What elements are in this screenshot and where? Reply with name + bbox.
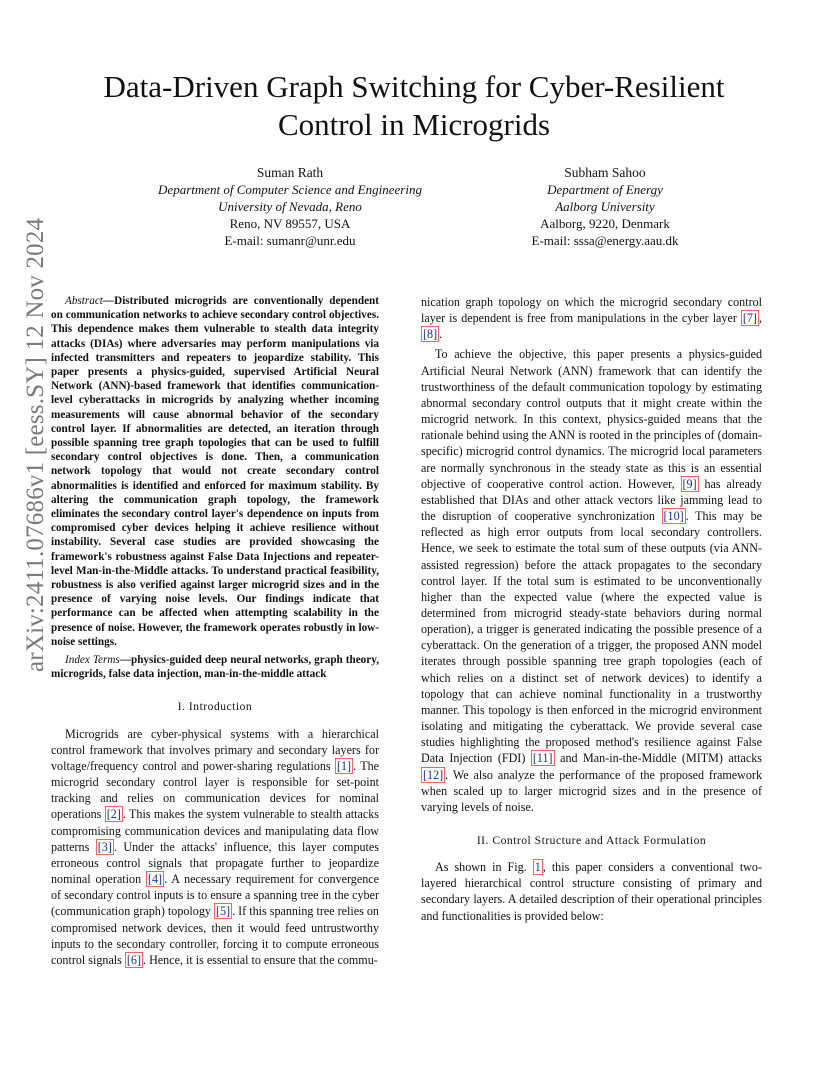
author-block-1 [140, 164, 440, 249]
author-department: Department of Computer Science and Engineering [158, 182, 422, 197]
title-line-1: Data-Driven Graph Switching for Cyber-Resilient [103, 69, 725, 104]
author-block-2 [500, 164, 710, 249]
figure-link[interactable]: 1 [534, 860, 541, 875]
citation-link[interactable]: [12] [423, 767, 444, 782]
section-heading-introduction: I. Introduction [177, 700, 253, 714]
intro-paragraph-2 [421, 346, 762, 815]
citation-link[interactable]: [1] [336, 758, 352, 773]
index-terms [51, 653, 379, 681]
text-run: . The microgrid secondary control layer is responsible for set-point tracking and relies on communication devices for nominal operations [51, 758, 380, 822]
arxiv-identifier: arXiv:2411.07686v1 [eess.SY] 12 Nov 2024 [22, 217, 49, 672]
author-name: Suman Rath [256, 165, 324, 180]
section2-paragraph-1 [421, 859, 762, 924]
title-line-2: Control in Microgrids [277, 107, 551, 142]
author-university: University of Nevada, Reno [218, 199, 362, 214]
intro-paragraph-1 [51, 726, 379, 968]
text-run: To achieve the objective, this paper presents a physics-guided Artificial Neural Network (ANN) framework that can identify the trustworthiness of the default communication topology by estimating abnormal secondary control outputs that it might create within the microgrid network. In this context, physics-guided means that the rationale behind using the ANN is rooted in the principles of (domain-specific) microgrid control dynamics. The microgrid local parameters are normally synchronous in the steady state as this is an essential objective of cooperative control action. However, [421, 347, 762, 491]
text-run: , this paper considers a conventional two-layered hierarchical control structure consisting of primary and secondary layers. A detailed description of their operational principles and functionalities is provided below: [421, 860, 762, 923]
citation-link[interactable]: [11] [532, 751, 553, 766]
intro-paragraph-1-continued [421, 294, 762, 342]
text-run: . If this spanning tree relies on compromised network devices, then it would feed untrustworthy inputs to the secondary controller, forcing it to compute erroneous control signals [51, 904, 379, 967]
text-run: and Man-in-the-Middle (MITM) attacks [554, 751, 762, 766]
citation-link[interactable]: [4] [147, 872, 163, 887]
text-run: As shown in Fig. [435, 860, 533, 875]
author-name: Subham Sahoo [564, 165, 646, 180]
citation-link[interactable]: [5] [215, 904, 231, 919]
author-university: Aalborg University [555, 199, 655, 214]
text-run: , [758, 311, 762, 326]
author-address: Aalborg, 9220, Denmark [540, 216, 670, 231]
text-run: Microgrids are cyber-physical systems with a hierarchical control framework that involves primary and secondary layers for voltage/frequency control and power-sharing regulations [51, 726, 379, 773]
citation-link[interactable]: [7] [742, 311, 757, 326]
index-terms-text: —physics-guided deep neural networks, graph theory, microgrids, false data injection, man-in-the-middle attack [51, 654, 379, 681]
text-run: . A necessary requirement for convergence of secondary control inputs is to ensure a spanning tree in the cyber (communication graph) topology [51, 872, 379, 919]
text-run: nication graph topology on which the microgrid secondary control layer is dependent is free from manipulations in the cyber layer [421, 295, 762, 326]
text-run: . Hence, it is essential to ensure that the commu- [143, 952, 378, 967]
right-column [421, 294, 762, 928]
citation-link[interactable]: [2] [106, 807, 121, 822]
text-run: . Under the attacks' influence, this layer computes erroneous control signals that propagate further to jeopardize nominal operation [51, 839, 379, 887]
author-department: Department of Energy [547, 182, 663, 197]
index-terms-label: Index Terms [65, 654, 120, 667]
section-heading-control-structure: II. Control Structure and Attack Formulation [476, 834, 707, 847]
citation-link[interactable]: [9] [682, 476, 697, 491]
citation-link[interactable]: [3] [97, 839, 112, 854]
citation-link[interactable]: [10] [663, 509, 684, 524]
author-email: E-mail: sumanr@unr.edu [224, 233, 356, 248]
abstract [51, 294, 379, 649]
citation-link[interactable]: [6] [126, 952, 142, 967]
author-email: E-mail: sssa@energy.aau.dk [531, 233, 679, 248]
abstract-label: Abstract [65, 295, 103, 307]
paper-title [60, 68, 768, 144]
text-run: . This makes the system vulnerable to stealth attacks compromising communication devices and manipulating data flow patterns [51, 807, 379, 854]
text-run: . We also analyze the performance of the proposed framework when scaled up to larger microgrid sizes and in the presence of varying levels of noise. [421, 767, 762, 814]
text-run: has already established that DIAs and other attack vectors like jamming lead to the disruption of cooperative synchronization [421, 476, 762, 524]
abstract-text: —Distributed microgrids are conventionally dependent on communication networks to achieve secondary control objectives. This dependence makes them vulnerable to stealth data integrity attacks (DIAs) where adversaries may perform manipulations via infected transmitters and repeaters to jeopardize stability. This paper presents a physics-guided, supervised Artificial Neural Network (ANN)-based framework that identifies communication-level cyberattacks in microgrids by analyzing whether incoming measurements will cause abnormal behavior of the secondary control layer. If abnormalities are detected, an iteration through possible spanning tree graph topologies that can be used to fulfill secondary control objectives is done. Then, a communication network topology that would not create secondary control abnormalities is identified and enforced for maximum stability. By altering the communication graph topology, the framework eliminates the secondary control layer's dependence on inputs from compromised cyber devices helping it achieve resilience without instability. Several case studies are provided showcasing the framework's robustness against False Data Injections and repeater-level Man-in-the-Middle attacks. To understand practical feasibility, robustness is also verified against larger microgrid sizes and in the presence of varying noise levels. Our findings indicate that performance can be affected when attempting scalability in the presence of noise. However, the framework operates robustly in low-noise settings. [51, 295, 379, 648]
citation-link[interactable]: [8] [423, 327, 438, 342]
text-run: . This may be reflected as high error outputs from local secondary controllers. Hence, we seek to estimate the total sum of these outputs (via ANN-assisted regression) before the attack propagates to the secondary control layer. If the total sum is estimated to be unconventionally higher than the expected value (where the expected value is determined from microgrid steady-state behaviors during normal operation), a trigger is generated indicating the possible presence of a cyberattack. On the generation of a trigger, the proposed ANN model iterates through possible spanning tree graph topologies (each of which relies on a distinct set of network devices) to identify a topology that can achieve nominal functionality in a trustworthy manner. This topology is then enforced in the microgrid environment isolating and mitigating the cyberattack. We provide several case studies highlighting the proposed method's resilience against False Data Injection (FDI) [421, 509, 762, 766]
text-run: . [439, 327, 443, 342]
left-column [51, 294, 379, 972]
author-address: Reno, NV 89557, USA [229, 216, 351, 231]
